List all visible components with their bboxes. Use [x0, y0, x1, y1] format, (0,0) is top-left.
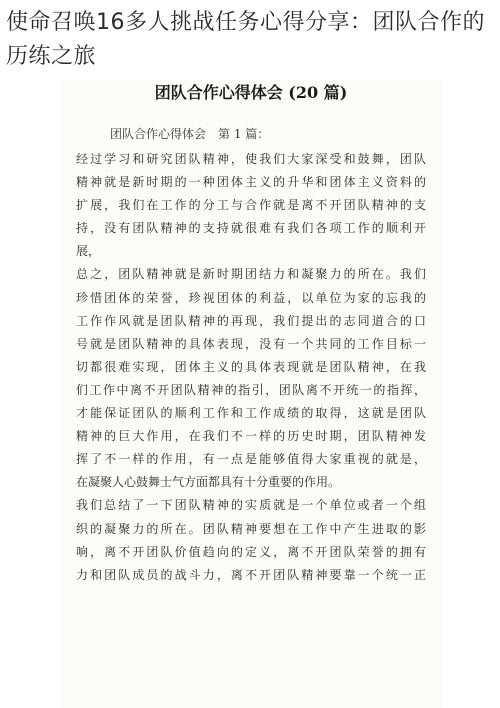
document-line: 工作作风就是团队精神的再现，我们提出的志同道合的口 — [76, 313, 426, 328]
document-line: 号就是团队精神的具体表现，没有一个共同的工作目标一 — [76, 336, 426, 351]
document-line: 们工作中离不开团队精神的指引，团队离不开统一的指挥， — [76, 382, 426, 397]
page-title: 使命召唤16多人挑战任务心得分享：团队合作的历练之旅 — [6, 10, 485, 69]
document-line: 持，没有团队精神的支持就很难有我们各项工作的顺利开 — [76, 221, 426, 236]
document-line: 力和团队成员的战斗力，离不开团队精神要靠一个统一正 — [76, 567, 426, 582]
document-line: 珍惜团体的荣誉，珍视团体的利益，以单位为家的忘我的 — [76, 290, 426, 305]
document-line: 挥了不一样的作用，有一点是能够值得大家重视的就是， — [76, 452, 426, 467]
document-image — [60, 80, 442, 708]
document-line: 才能保证团队的顺利工作和工作成绩的取得，这就是团队 — [76, 406, 426, 421]
document-line: 总之，团队精神就是新时期团结力和凝聚力的所在。我们 — [76, 267, 426, 282]
document-line: 响，离不开团队价值趋向的定义，离不开团队荣誉的拥有 — [76, 544, 426, 559]
document-title: 团队合作心得体会 (20 篇) — [154, 83, 348, 102]
document-line: 在凝聚人心鼓舞士气方面都具有十分重要的作用。 — [76, 475, 341, 490]
document-line: 切都很难实现，团体主义的具体表现就是团队精神，在我 — [76, 359, 426, 374]
document-line: 织的凝聚力的所在。团队精神要想在工作中产生进取的影 — [76, 521, 426, 536]
document-body — [76, 148, 426, 587]
document-line: 扩展，我们在工作的分工与合作就是离不开团队精神的支 — [76, 198, 426, 213]
document-line: 我们总结了一下团队精神的实质就是一个单位或者一个组 — [76, 498, 426, 513]
document-line: 展， — [76, 244, 101, 259]
document-line: 精神的巨大作用，在我们不一样的历史时期，团队精神发 — [76, 429, 426, 444]
document-line: 精神就是新时期的一种团体主义的升华和团体主义资料的 — [76, 175, 426, 190]
document-line: 经过学习和研究团队精神，使我们大家深受和鼓舞，团队 — [76, 152, 426, 166]
document-subheading: 团队合作心得体会 第 1 篇： — [110, 127, 270, 141]
